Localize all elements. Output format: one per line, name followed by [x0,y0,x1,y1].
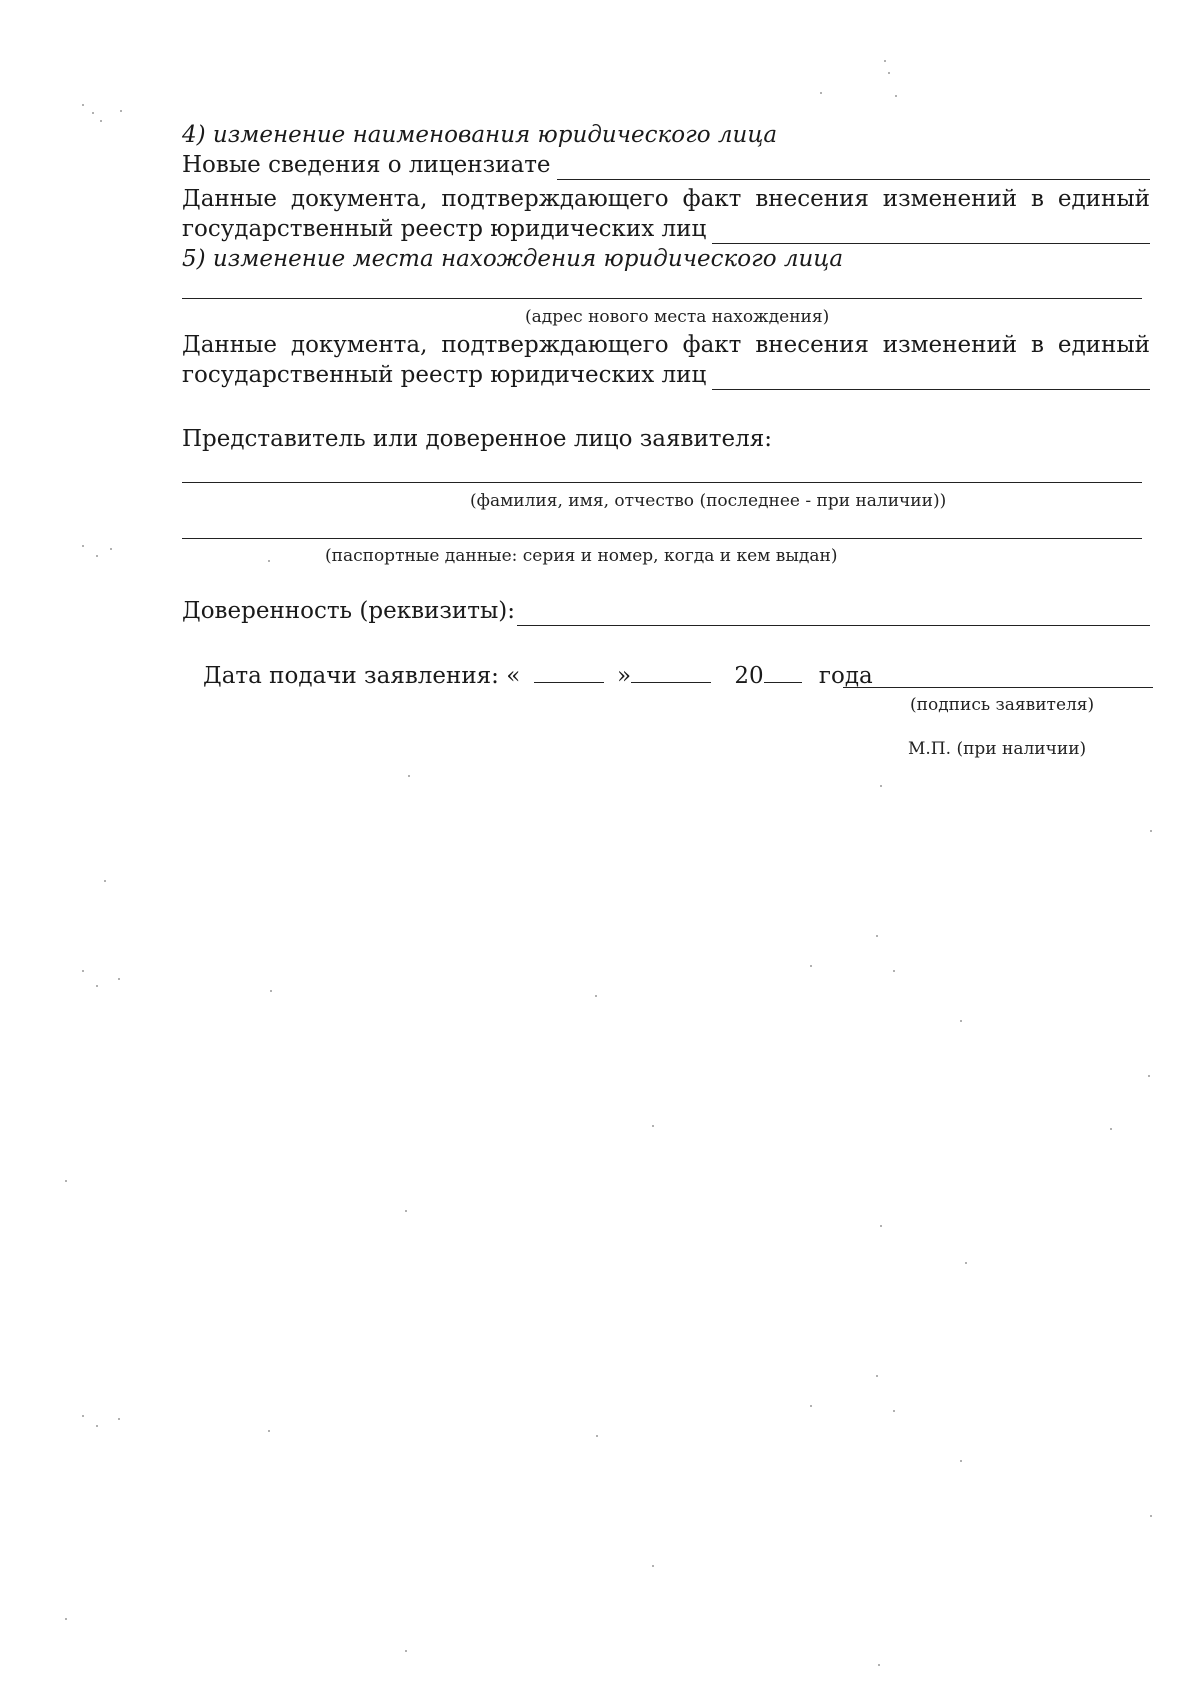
new-info-field[interactable] [557,157,1150,180]
section4-doc-data-line [182,184,1150,214]
year-prefix: 20 [734,663,764,689]
registry-label: государственный реестр юридических лиц [182,362,707,388]
doc-word: факт [682,186,742,212]
month-field[interactable] [631,660,711,683]
year-suffix: года [818,663,873,689]
date-label: Дата подачи заявления: [203,663,499,689]
section4-registry-row [182,214,1150,244]
doc-word: документа, [290,332,428,358]
close-quote: » [616,663,632,689]
section5-registry-field[interactable] [712,367,1150,390]
representative-label: Представитель или доверенное лицо заявителя: [182,426,772,452]
power-of-attorney-row [182,596,1150,626]
doc-word: внесения [755,332,869,358]
registry-label: государственный реестр юридических лиц [182,216,707,242]
doc-word: внесения [755,186,869,212]
new-address-field[interactable] [182,298,1142,299]
section5-doc-data-line [182,330,1150,360]
doc-word: факт [682,332,742,358]
doc-word: документа, [290,186,428,212]
open-quote: « [506,663,521,689]
doc-word: Данные [182,332,277,358]
new-info-row [182,150,1150,180]
doc-word: в [1031,186,1044,212]
doc-word: изменений [882,186,1018,212]
doc-word: единый [1057,186,1150,212]
seal-caption: М.П. (при наличии) [908,739,1087,759]
passport-caption: (паспортные данные: серия и номер, когда и кем выдан) [325,546,838,566]
doc-word: в [1031,332,1044,358]
doc-word: Данные [182,186,277,212]
power-of-attorney-field[interactable] [517,603,1150,626]
section5-heading: 5) изменение места нахождения юридического лица [182,246,844,272]
year-field[interactable] [764,660,802,683]
doc-word: изменений [882,332,1018,358]
section4-heading: 4) изменение наименования юридического лица [182,122,778,148]
passport-field[interactable] [182,538,1142,539]
section4-registry-field[interactable] [712,221,1150,244]
address-caption: (адрес нового места нахождения) [525,307,830,327]
name-caption: (фамилия, имя, отчество (последнее - при наличии)) [470,491,947,511]
submission-date-row [203,660,873,691]
power-of-attorney-label: Доверенность (реквизиты): [182,598,515,624]
section5-registry-row [182,360,1150,390]
signature-caption: (подпись заявителя) [910,695,1095,715]
doc-word: единый [1057,332,1150,358]
day-field[interactable] [534,660,604,683]
representative-name-field[interactable] [182,482,1142,483]
signature-field[interactable] [843,687,1153,688]
doc-word: подтверждающего [441,186,669,212]
doc-word: подтверждающего [441,332,669,358]
new-info-label: Новые сведения о лицензиате [182,152,551,178]
